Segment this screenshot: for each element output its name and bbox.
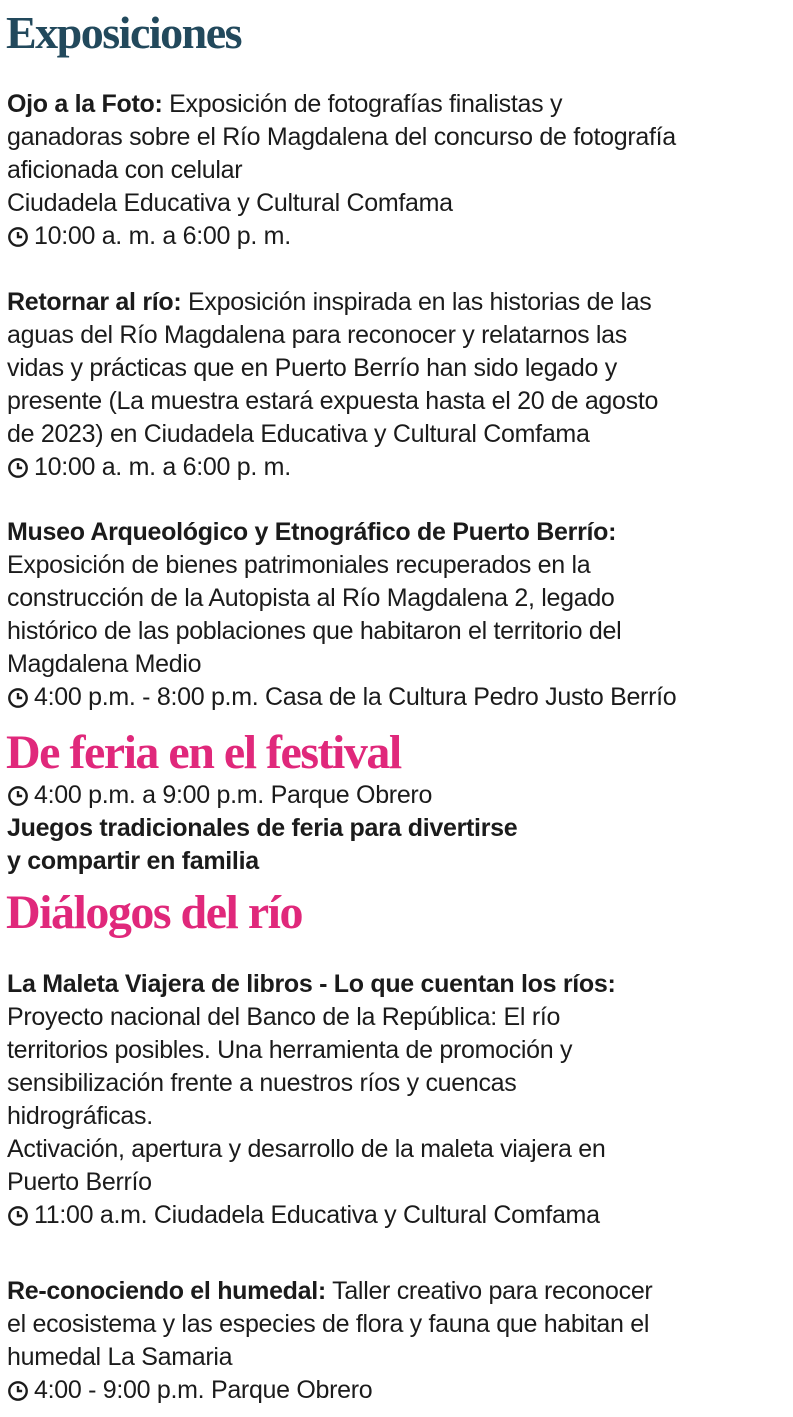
event-time <box>7 681 787 714</box>
heading-exposiciones: Exposiciones <box>6 7 242 58</box>
event-description: Exposición de fotografías finalistas y <box>162 90 563 118</box>
event-description-line: territorios posibles. Una herramienta de promoción y <box>7 1036 573 1064</box>
event-description-line: sensibilización frente a nuestros ríos y cuencas <box>7 1069 517 1097</box>
event-description-line: Magdalena Medio <box>7 650 202 678</box>
event-description-line: hidrográficas. <box>7 1102 153 1130</box>
event-description-line: Activación, apertura y desarrollo de la maleta viajera en <box>7 1135 606 1163</box>
clock-icon <box>7 1380 29 1402</box>
event-ojo-a-la-foto <box>7 88 787 253</box>
event-title: La Maleta Viajera de libros - Lo que cuentan los ríos: <box>7 970 616 998</box>
event-venue: Ciudadela Educativa y Cultural Comfama <box>7 189 453 217</box>
event-retornar-al-rio <box>7 286 787 484</box>
clock-icon <box>7 687 29 709</box>
event-maleta-viajera <box>7 968 787 1232</box>
event-description-line: histórico de las poblaciones que habitaron el territorio del <box>7 617 622 645</box>
event-title: Retornar al río: <box>7 288 182 316</box>
event-museo-arqueologico <box>7 516 787 714</box>
event-re-conociendo-humedal <box>7 1275 787 1407</box>
event-title: Re-conociendo el humedal: <box>7 1277 326 1305</box>
event-time <box>7 451 787 484</box>
event-time-text: 4:00 - 9:00 p.m. Parque Obrero <box>34 1376 373 1404</box>
heading-dialogos: Diálogos del río <box>6 886 302 939</box>
event-time-text: 11:00 a.m. Ciudadela Educativa y Cultural Comfama <box>34 1201 600 1229</box>
event-description-line: aficionada con celular <box>7 156 243 184</box>
event-time <box>7 1374 787 1407</box>
feria-description-line: Juegos tradicionales de feria para divertirse <box>7 814 518 842</box>
feria-description-line: y compartir en familia <box>7 847 259 875</box>
event-time <box>7 1199 787 1232</box>
clock-icon <box>7 457 29 479</box>
event-description-line: construcción de la Autopista al Río Magdalena 2, legado <box>7 584 615 612</box>
clock-icon <box>7 785 29 807</box>
event-time <box>7 220 787 253</box>
event-time-text: 10:00 a. m. a 6:00 p. m. <box>34 222 291 250</box>
event-description-line: vidas y prácticas que en Puerto Berrío han sido legado y <box>7 354 617 382</box>
event-time <box>7 779 787 812</box>
event-time-text: 10:00 a. m. a 6:00 p. m. <box>34 453 291 481</box>
event-title: Ojo a la Foto: <box>7 90 163 118</box>
event-description-line: presente (La muestra estará expuesta hasta el 20 de agosto <box>7 387 659 415</box>
heading-de-feria: De feria en el festival <box>6 726 401 779</box>
event-time-text: 4:00 p.m. - 8:00 p.m. Casa de la Cultura Pedro Justo Berrío <box>34 683 677 711</box>
feria-details <box>7 779 787 878</box>
event-description-line: ganadoras sobre el Río Magdalena del concurso de fotografía <box>7 123 676 151</box>
clock-icon <box>7 226 29 248</box>
event-description-line: Proyecto nacional del Banco de la República: El río <box>7 1003 561 1031</box>
event-title: Museo Arqueológico y Etnográfico de Puerto Berrío: <box>7 518 617 546</box>
event-description-line: el ecosistema y las especies de flora y fauna que habitan el <box>7 1310 650 1338</box>
event-description: Taller creativo para reconocer <box>325 1277 653 1305</box>
event-description-line: Puerto Berrío <box>7 1168 152 1196</box>
event-description-line: humedal La Samaria <box>7 1343 233 1371</box>
event-description: Exposición inspirada en las historias de las <box>181 288 652 316</box>
event-description-line: de 2023) en Ciudadela Educativa y Cultural Comfama <box>7 420 590 448</box>
clock-icon <box>7 1205 29 1227</box>
event-description-line: Exposición de bienes patrimoniales recuperados en la <box>7 551 591 579</box>
event-time-text: 4:00 p.m. a 9:00 p.m. Parque Obrero <box>34 781 433 809</box>
event-description-line: aguas del Río Magdalena para reconocer y relatarnos las <box>7 321 627 349</box>
